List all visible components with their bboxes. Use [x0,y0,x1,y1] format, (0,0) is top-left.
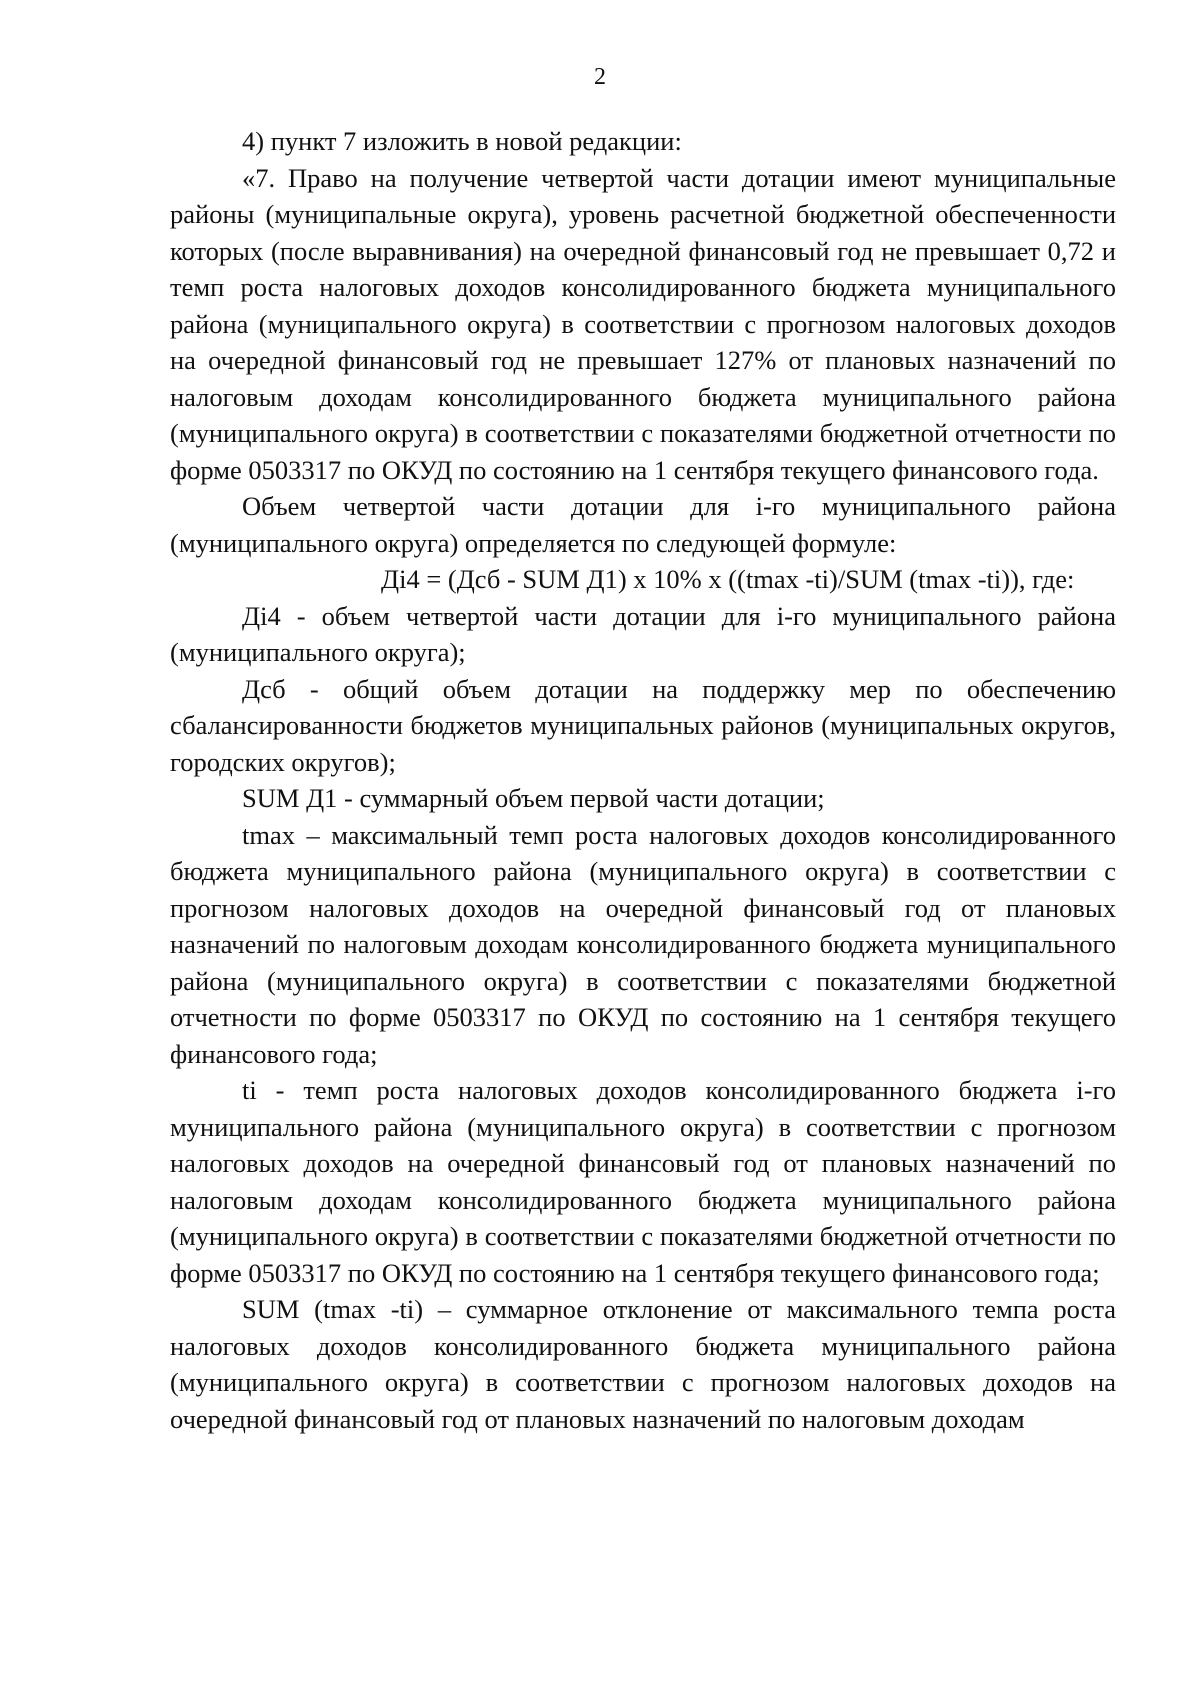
paragraph-amendment-intro: 4) пункт 7 изложить в новой редакции: [242,126,682,156]
definition-dsb: Дсб - общий объем дотации на поддержку мер по обеспечению сбалансированности бюджетов муниципальных районов (муниципальных округов, городских округов); [170,673,1116,777]
paragraph-formula-intro: Объем четвертой части дотации для i-го муниципального района (муниципального округа) определяется по следующей формуле: [170,491,1116,558]
definition-sum-d1: SUM Д1 - суммарный объем первой части дотации; [242,783,825,813]
definition-sum-deviation: SUM (tmax -ti) – суммарное отклонение от максимального темпа роста налоговых доходов консолидированного бюджета муниципального района (муниципального округа) в соответствии с прогнозом налоговых доходов на очередной финансовый год от плановых назначений по налоговым доходам [170,1294,1116,1434]
paragraph-clause-7: «7. Право на получение четвертой части дотации имеют муниципальные районы (муниципальные округа), уровень расчетной бюджетной обеспеченности которых (после выравнивания) на очередной финансовый год не превышает 0,72 и темп роста налоговых доходов консолидированного бюджета муниципального района (муниципального округа) в соответствии с прогнозом налоговых доходов на очередной финансовый год не превышает 127% от плановых назначений по налоговым доходам консолидированного бюджета муниципального района (муниципального округа) в соответствии с показателями бюджетной отчетности по форме 0503317 по ОКУД по состоянию на 1 сентября текущего финансового года. [170,162,1116,485]
page-number: 2 [594,64,606,90]
definition-di4: Дi4 - объем четвертой части дотации для i-го муниципального района (муниципального округа); [170,600,1116,667]
definition-tmax: tmax – максимальный темп роста налоговых доходов консолидированного бюджета муниципального района (муниципального округа) в соответствии с прогнозом налоговых доходов на очередной финансовый год от плановых назначений по налоговым доходам консолидированного бюджета муниципального района (муниципального округа) в соответствии с показателями бюджетной отчетности по форме 0503317 по ОКУД по состоянию на 1 сентября текущего финансового года; [170,819,1116,1069]
formula: Дi4 = (Дсб - SUM Д1) x 10% x ((tmax -ti)/SUM (tmax -ti)), где: [381,564,1075,594]
definition-ti: ti - темп роста налоговых доходов консолидированного бюджета i-го муниципального района (муниципального округа) в соответствии с прогнозом налоговых доходов на очередной финансовый год от плановых назначений по налоговым доходам консолидированного бюджета муниципального района (муниципального округа) в соответствии с показателями бюджетной отчетности по форме 0503317 по ОКУД по состоянию на 1 сентября текущего финансового года; [170,1075,1116,1288]
document-body [170,123,1116,1437]
